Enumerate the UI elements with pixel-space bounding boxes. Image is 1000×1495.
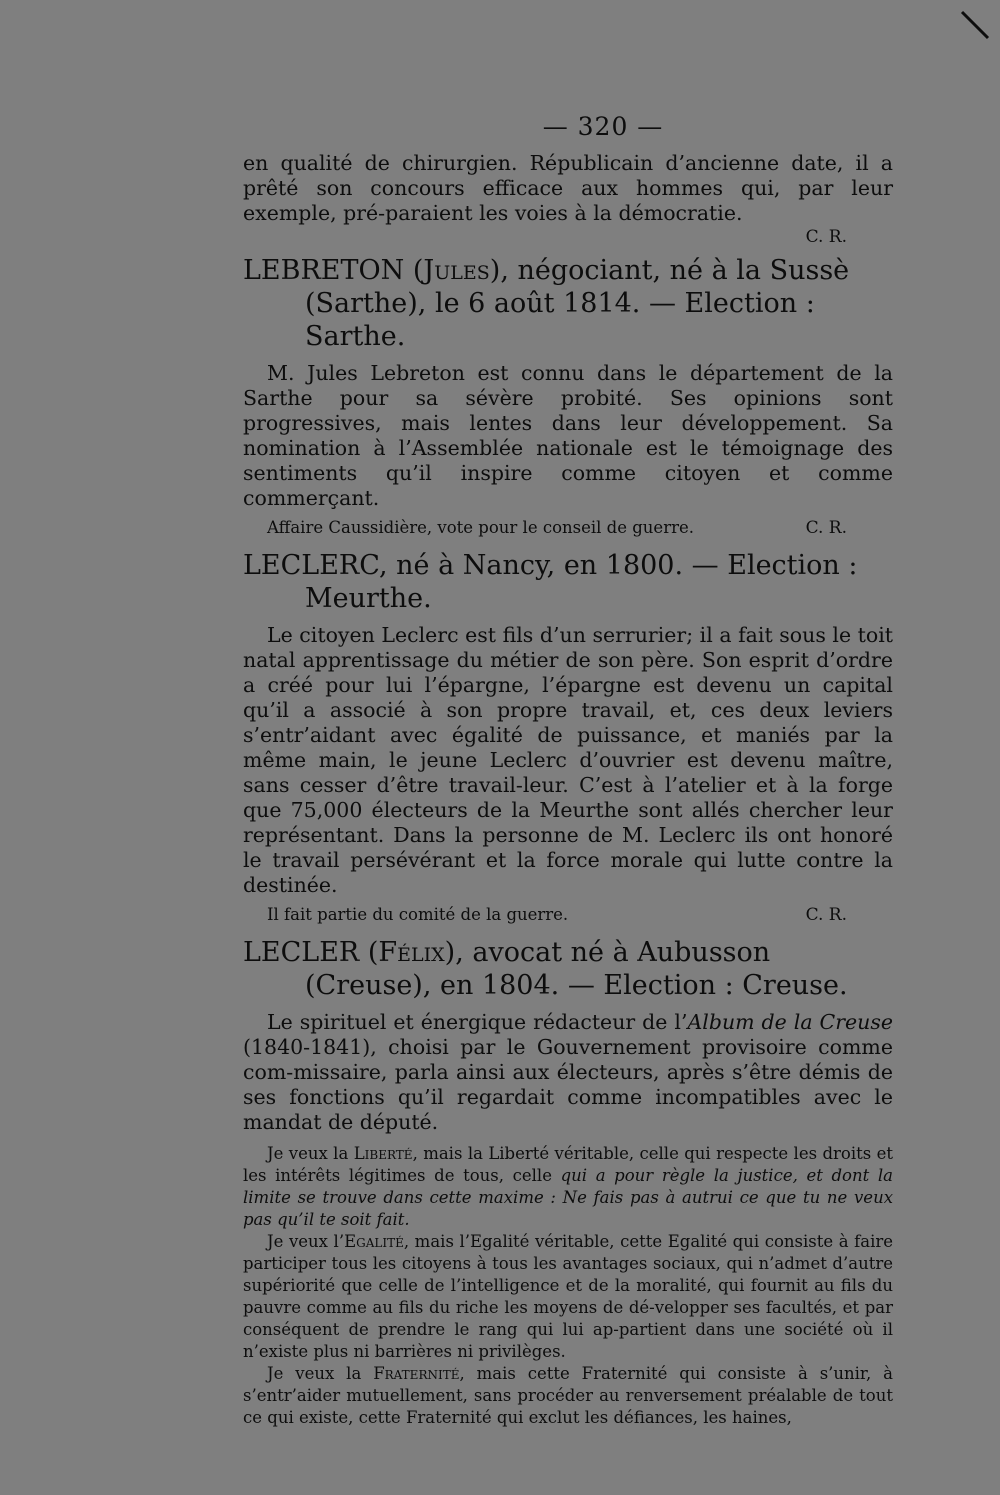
entry-given-name: (Félix) <box>367 937 456 968</box>
journal-title: Album de la Creuse <box>687 1010 893 1034</box>
entry-surname: LEBRETON <box>243 255 405 286</box>
quote-paragraph-liberte <box>243 1143 893 1231</box>
quote-paragraph-fraternite <box>243 1363 893 1429</box>
entry-heading-lecler <box>243 936 893 1002</box>
note-line <box>243 904 893 926</box>
signature-line <box>243 226 893 248</box>
entry-surname: LECLER <box>243 937 360 968</box>
corner-mark <box>960 10 990 40</box>
keyword: Egalité <box>344 1232 404 1251</box>
entry-paragraph <box>243 1010 893 1135</box>
signature: C. R. <box>805 227 847 247</box>
text-run: Je veux la <box>267 1144 354 1163</box>
text-run: Le spirituel et énergique rédacteur de l’ <box>267 1010 688 1034</box>
page-content <box>243 112 893 1429</box>
note: Il fait partie du comité de la guerre. <box>267 905 569 924</box>
italic-run: qui a pour règle la justice, et dont la limite se trouve dans cette maxime : Ne fais pas à autrui ce que tu ne veux pas qu’il te soit fait. <box>243 1166 893 1229</box>
entry-paragraph: Le citoyen Leclerc est fils d’un serrurier; il a fait sous le toit natal apprentissage du métier de son père. Son esprit d’ordre a créé pour lui l’épargne, l’épargne est devenu un capital qu’il a associé à son propre travail, et, ces deux leviers s’entr’aidant avec égalité de puissance, et maniés par la même main, le jeune Leclerc d’ouvrier est devenu maître, sans cesser d’être travail-leur. C’est à l’atelier et à la forge que 75,000 électeurs de la Meurthe sont allés chercher leur représentant. Dans la personne de M. Leclerc ils ont honoré le travail persévérant et la force morale qui lutte contre la destinée. <box>243 623 893 897</box>
entry-paragraph: M. Jules Lebreton est connu dans le département de la Sarthe pour sa sévère probité. Ses opinions sont progressives, mais lentes dans leur développement. Sa nomination à l’Assemblée nationale est le témoignage des sentiments qu’il inspire comme citoyen et comme commerçant. <box>243 361 893 510</box>
quote-paragraph-egalite <box>243 1231 893 1363</box>
text-run: Je veux la <box>267 1364 374 1383</box>
text-run: , mais l’Egalité véritable, cette Egalité qui consiste à faire participer tous les citoyens à tous les avantages sociaux, qui n’admet d’autre supériorité que celle de l’intelligence et de la moralité, qui fournit au fils du pauvre comme au fils du riche les moyens de dé-velopper ses facultés, et par conséquent de prendre le rang qui lui ap-partient dans une société où il n’existe plus ni barrières ni privilèges. <box>243 1232 893 1361</box>
page-number: — 320 — <box>542 112 664 141</box>
entry-details: , négociant, né à la Sussè (Sarthe), le 6 août 1814. — Election : Sarthe. <box>305 255 850 352</box>
text-run: , mais cette Fraternité qui consiste à s’unir, à s’entr’aider mutuellement, sans procéder au renversement préalable de tout ce qui existe, cette Fraternité qui exclut les défiances, les haines, <box>243 1364 893 1427</box>
signature: C. R. <box>805 518 847 538</box>
note-line <box>243 517 893 539</box>
note: Affaire Caussidière, vote pour le conseil de guerre. <box>267 518 694 537</box>
entry-heading-lebreton <box>243 254 893 353</box>
paragraph-continuation: en qualité de chirurgien. Républicain d’ancienne date, il a prêté son concours efficace aux hommes qui, par leur exemple, pré-paraient les voies à la démocratie. <box>243 151 893 225</box>
text-run: (1840-1841), choisi par le Gouvernement provisoire comme com-missaire, parla ainsi aux électeurs, après s’être démis de ses fonctions qu’il regardait comme incompatibles avec le mandat de député. <box>243 1035 893 1134</box>
keyword: Fraternité <box>373 1364 460 1383</box>
entry-details: , avocat né à Aubusson (Creuse), en 1804. — Election : Creuse. <box>305 937 848 1001</box>
entry-given-name: (Jules) <box>412 255 501 286</box>
entry-heading-leclerc: LECLERC, né à Nancy, en 1800. — Election : Meurthe. <box>243 550 858 614</box>
text-run: Je veux l’ <box>267 1232 345 1251</box>
signature: C. R. <box>805 905 847 925</box>
keyword: Liberté <box>353 1144 413 1163</box>
text-run: , mais la Liberté véritable, celle qui respecte les droits et les intérêts légitimes de tous, celle <box>243 1144 894 1185</box>
